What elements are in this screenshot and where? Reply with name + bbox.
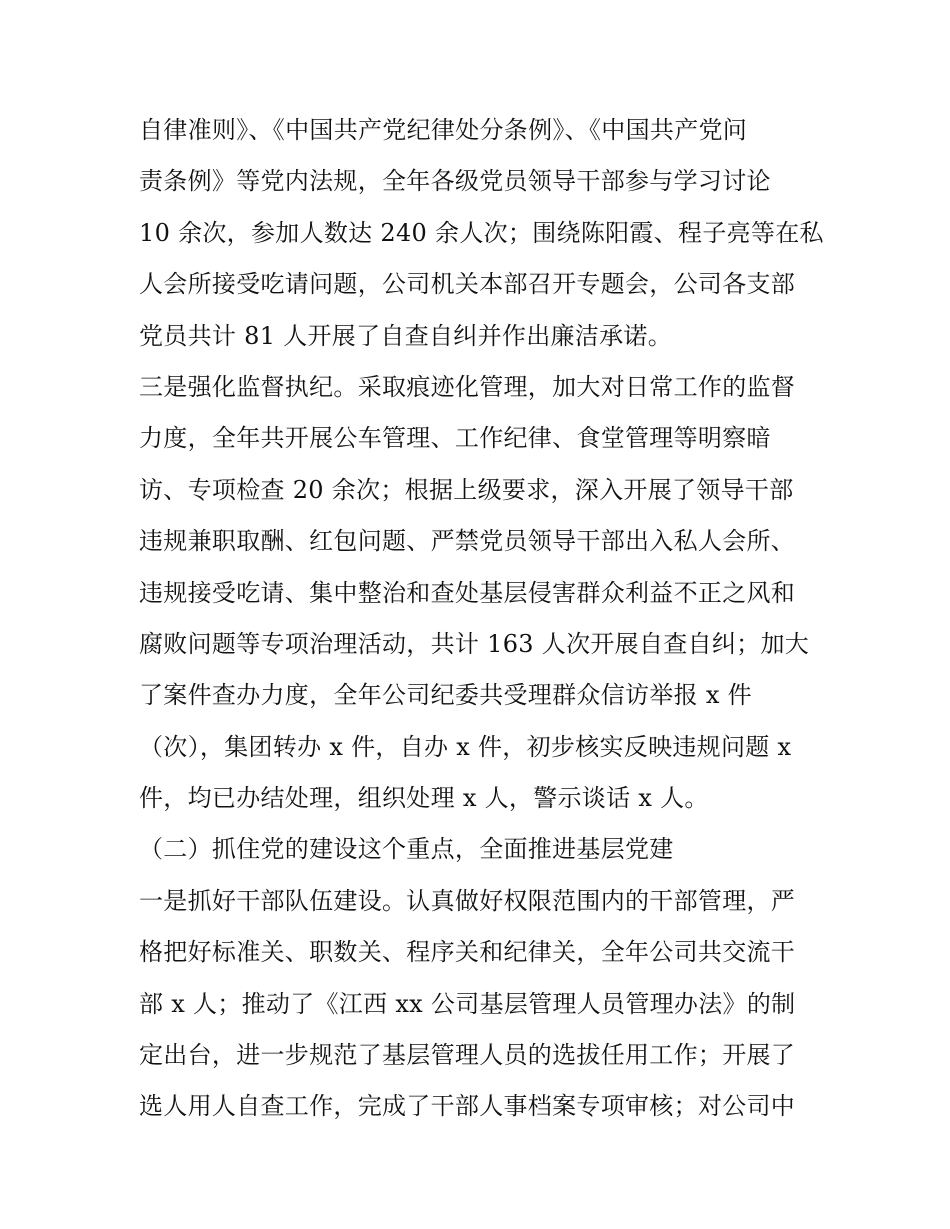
text-line: 违规接受吃请、集中整治和查处基层侵害群众利益不正之风和 [139,578,796,607]
text-line: 力度，全年共开展公车管理、工作纪律、食堂管理等明察暗 [139,424,771,453]
section-three-line: 三是强化监督执纪。采取痕迹化管理，加大对日常工作的监督 [139,372,796,401]
text-line: 访、专项检查 20 余次；根据上级要求，深入开展了领导干部 [139,475,794,504]
text-line: 件，均已办结处理，组织处理 x 人，警示谈话 x 人。 [139,784,709,813]
text-line: 格把好标准关、职数关、程序关和纪律关，全年公司共交流干 [139,938,796,967]
text-line: 违规兼职取酬、红包问题、严禁党员领导干部出入私人会所、 [139,527,796,556]
text-line: 自律准则》、《中国共产党纪律处分条例》、《中国共产党问 [139,116,748,144]
text-line: 了案件查办力度，全年公司纪委共受理群众信访举报 x 件 [139,681,752,710]
text-line: 党员共计 81 人开展了自查自纠并作出廉洁承诺。 [139,321,672,350]
text-line: 定出台，进一步规范了基层管理人员的选拔任用工作；开展了 [139,1041,796,1070]
section-one-line: 一是抓好干部队伍建设。认真做好权限范围内的干部管理，严 [139,886,796,915]
text-line: 部 x 人；推动了《江西 xx 公司基层管理人员管理办法》的制 [139,989,796,1018]
text-line: （次），集团转办 x 件，自办 x 件，初步核实反映违规问题 x [139,732,792,761]
text-line: 选人用人自查工作，完成了干部人事档案专项审核；对公司中 [139,1092,796,1121]
document-body [139,105,824,1133]
text-line: 腐败问题等专项治理活动，共计 163 人次开展自查自纠；加大 [139,629,810,658]
text-line: 10 余次，参加人数达 240 余人次；围绕陈阳霞、程子亮等在私 [139,218,824,247]
section-heading: （二）抓住党的建设这个重点，全面推进基层党建 [139,835,674,864]
text-line: 责条例》等党内法规，全年各级党员领导干部参与学习讨论 [139,167,771,196]
text-line: 人会所接受吃请问题，公司机关本部召开专题会，公司各支部 [139,270,796,299]
